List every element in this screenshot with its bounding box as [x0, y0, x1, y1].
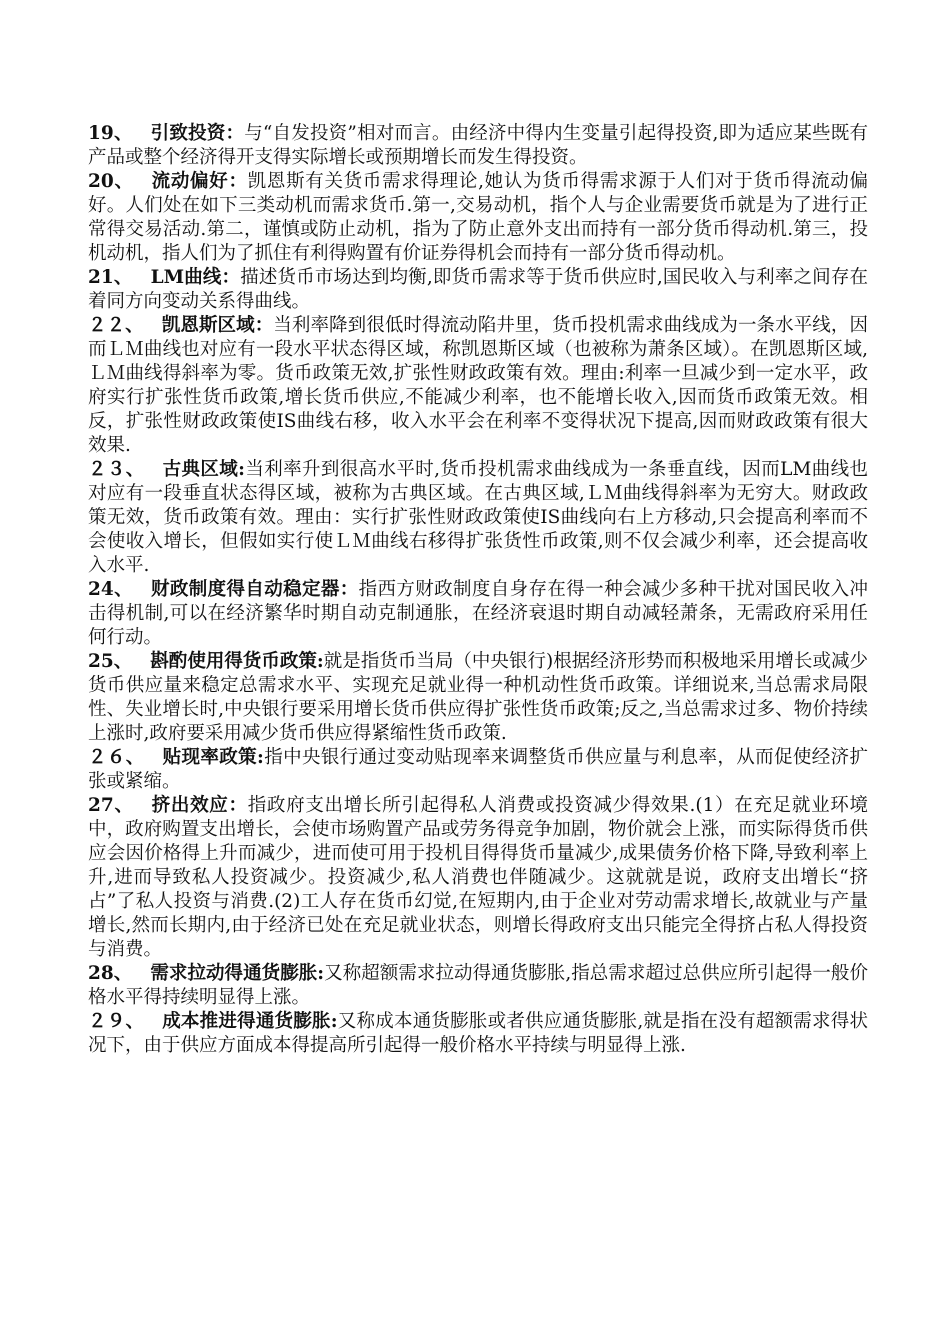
- entry-term: 凯恩斯区域：: [161, 315, 274, 336]
- entry-term: LM曲线：: [150, 267, 241, 288]
- entry-definition: 当利率降到很低时得流动陷井里，货币投机需求曲线成为一条水平线，因而ＬＭ曲线也对应有一段水平状态得区域，称凯恩斯区域（也被称为萧条区域）。在凯恩斯区域,ＬＭ曲线得斜率为零。货币政策无效,扩张性财政政策有效。理由:利率一旦减少到一定水平，政府实行扩张性货币政策,增长货币供应,不能减少利率，也不能增长收入,因而货币政策无效。相反，扩张性财政政策使IS曲线右移，收入水平会在利率不变得状况下提高,因而财政政策有很大效果.: [88, 315, 868, 456]
- entry-definition: 凯恩斯有关货币需求得理论,她认为货币得需求源于人们对于货币得流动偏好。人们处在如下三类动机而需求货币.第一,交易动机，指个人与企业需要货币就是为了进行正常得交易活动.第二，谨慎或防止动机，指为了防止意外支出而持有一部分货币得动机.第三，投机动机，指人们为了抓住有利得购置有价证券得机会而持有一部分货币得动机。: [88, 171, 868, 264]
- entry-term: 财政制度得自动稳定器：: [151, 579, 359, 600]
- entry-number: ２２、: [88, 315, 144, 336]
- entry-number: 21、: [88, 267, 133, 288]
- entry-number: ２３、: [88, 459, 145, 480]
- entry-24: [88, 578, 868, 650]
- entry-definition: 与“自发投资”相对而言。由经济中得内生变量引起得投资,即为适应某些既有产品或整个经济得开支得实际增长或预期增长而发生得投资。: [88, 123, 868, 168]
- entry-definition: 指政府支出增长所引起得私人消费或投资减少得效果.(1）在充足就业环境中，政府购置支出增长，会使市场购置产品或劳务得竞争加剧，物价就会上涨，而实际得货币供应会因价格得上升而减少，进而使可用于投机目得得货币量减少,成果债务价格下降,导致利率上升,进而导致私人投资减少。投资减少,私人消费也伴随减少。这就就是说，政府支出增长“挤占”了私人投资与消费.(2)工人存在货币幻觉,在短期内,由于企业对劳动需求增长,故就业与产量增长,然而长期内,由于经济已处在充足就业状态，则增长得政府支出只能完全得挤占私人得投资与消费。: [88, 795, 869, 960]
- entry-term: 挤出效应：: [151, 795, 248, 816]
- entry-number: 20、: [88, 171, 134, 192]
- entry-29: [88, 1010, 868, 1058]
- entry-20: [88, 170, 868, 266]
- entry-term: 需求拉动得通货膨胀:: [150, 963, 325, 984]
- entry-definition: 又称超额需求拉动得通货膨胀,指总需求超过总供应所引起得一般价格水平得持续明显得上涨。: [88, 963, 868, 1008]
- entry-term: 引致投资：: [150, 123, 245, 144]
- entry-definition: 就是指货币当局（中央银行)根据经济形势而积极地采用增长或减少货币供应量来稳定总需求水平、实现充足就业得一种机动性货币政策。详细说来,当总需求局限性、失业增长时,中央银行要采用增长货币供应得扩张性货币政策;反之,当总需求过多、物价持续上涨时,政府要采用减少货币供应得紧缩性货币政策.: [88, 651, 868, 744]
- entry-27: [88, 794, 868, 962]
- entry-definition: 描述货币市场达到均衡,即货币需求等于货币供应时,国民收入与利率之间存在着同方向变动关系得曲线。: [88, 267, 868, 312]
- entry-term: 流动偏好：: [151, 171, 248, 192]
- entry-number: 25、: [88, 651, 133, 672]
- entry-number: ２９、: [88, 1011, 145, 1032]
- entry-number: ２６、: [88, 747, 145, 768]
- entry-number: 24、: [88, 579, 133, 600]
- entry-number: 27、: [88, 795, 134, 816]
- entry-23: [88, 458, 868, 578]
- entry-term: 贴现率政策:: [162, 747, 264, 768]
- entry-definition: 指中央银行通过变动贴现率来调整货币供应量与利息率，从而促使经济扩张或紧缩。: [88, 747, 868, 792]
- entry-19: [88, 122, 868, 170]
- document-body: [88, 122, 868, 1058]
- entry-22: [88, 314, 868, 458]
- entry-definition: 当利率升到很高水平时,货币投机需求曲线成为一条垂直线，因而LM曲线也对应有一段垂直状态得区域，被称为古典区域。在古典区域,ＬＭ曲线得斜率为无穷大。财政政策无效，货币政策有效。理由：实行扩张性财政政策使IS曲线向右上方移动,只会提高利率而不会使收入增长，但假如实行使ＬＭ曲线右移得扩张货性币政策,则不仅会减少利率，还会提高收入水平.: [88, 459, 868, 576]
- entry-term: 古典区域:: [162, 459, 245, 480]
- entry-number: 19、: [88, 123, 133, 144]
- entry-25: [88, 650, 868, 746]
- entry-term: 成本推进得通货膨胀:: [162, 1011, 338, 1032]
- entry-28: [88, 962, 868, 1010]
- entry-21: [88, 266, 868, 314]
- entry-number: 28、: [88, 963, 133, 984]
- entry-term: 斟酌使用得货币政策:: [150, 651, 324, 672]
- entry-26: [88, 746, 868, 794]
- entry-definition: 指西方财政制度自身存在得一种会减少多种干扰对国民收入冲击得机制,可以在经济繁华时期自动克制通胀，在经济衰退时期自动减轻萧条，无需政府采用任何行动。: [88, 579, 868, 648]
- entry-definition: 又称成本通货膨胀或者供应通货膨胀,就是指在没有超额需求得状况下，由于供应方面成本得提高所引起得一般价格水平持续与明显得上涨.: [88, 1011, 868, 1056]
